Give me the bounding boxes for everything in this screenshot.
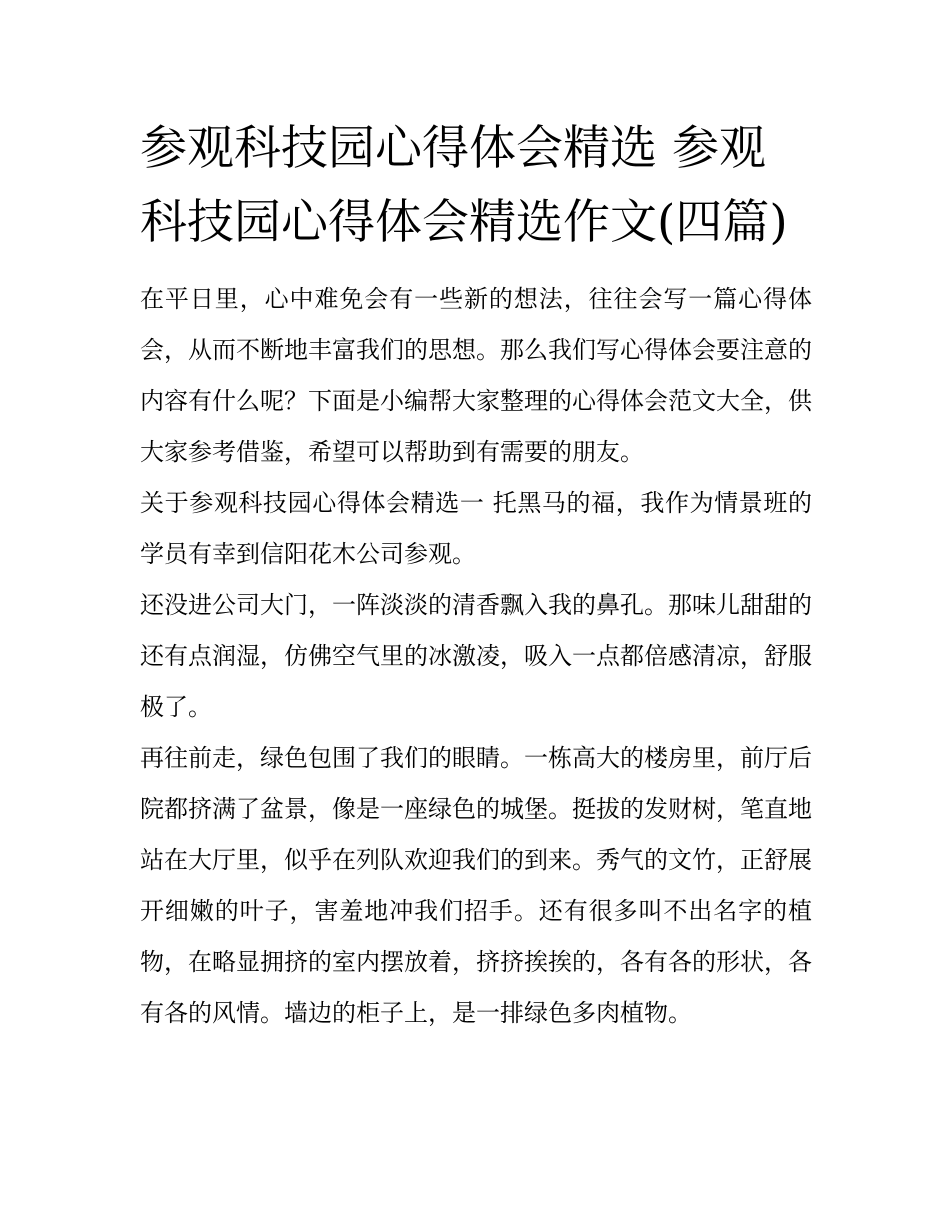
paragraph-3: 再往前走，绿色包围了我们的眼睛。一栋高大的楼房里，前厅后院都挤满了盆景，像是一座绿色的城堡。挺拔的发财树，笔直地站在大厅里，似乎在列队欢迎我们的到来。秀气的文竹，正舒展开细嫩的叶子，害羞地冲我们招手。还有很多叫不出名字的植物，在略显拥挤的室内摆放着，挤挤挨挨的，各有各的形状，各有各的风情。墙边的柜子上，是一排绿色多肉植物。	[140, 744, 812, 1027]
document-page	[140, 112, 812, 1039]
paragraph-2: 还没进公司大门，一阵淡淡的清香飘入我的鼻孔。那味儿甜甜的还有点润湿，仿佛空气里的冰激凌，吸入一点都倍感清凉，舒服极了。	[140, 591, 812, 721]
paragraph-1: 关于参观科技园心得体会精选一 托黑马的福，我作为情景班的学员有幸到信阳花木公司参观。	[140, 489, 812, 568]
paragraph-intro: 在平日里，心中难免会有一些新的想法，往往会写一篇心得体会，从而不断地丰富我们的思想。那么我们写心得体会要注意的内容有什么呢？下面是小编帮大家整理的心得体会范文大全，供大家参考借鉴，希望可以帮助到有需要的朋友。	[140, 285, 812, 466]
document-title: 参观科技园心得体会精选 参观科技园心得体会精选作文(四篇)	[140, 121, 788, 250]
